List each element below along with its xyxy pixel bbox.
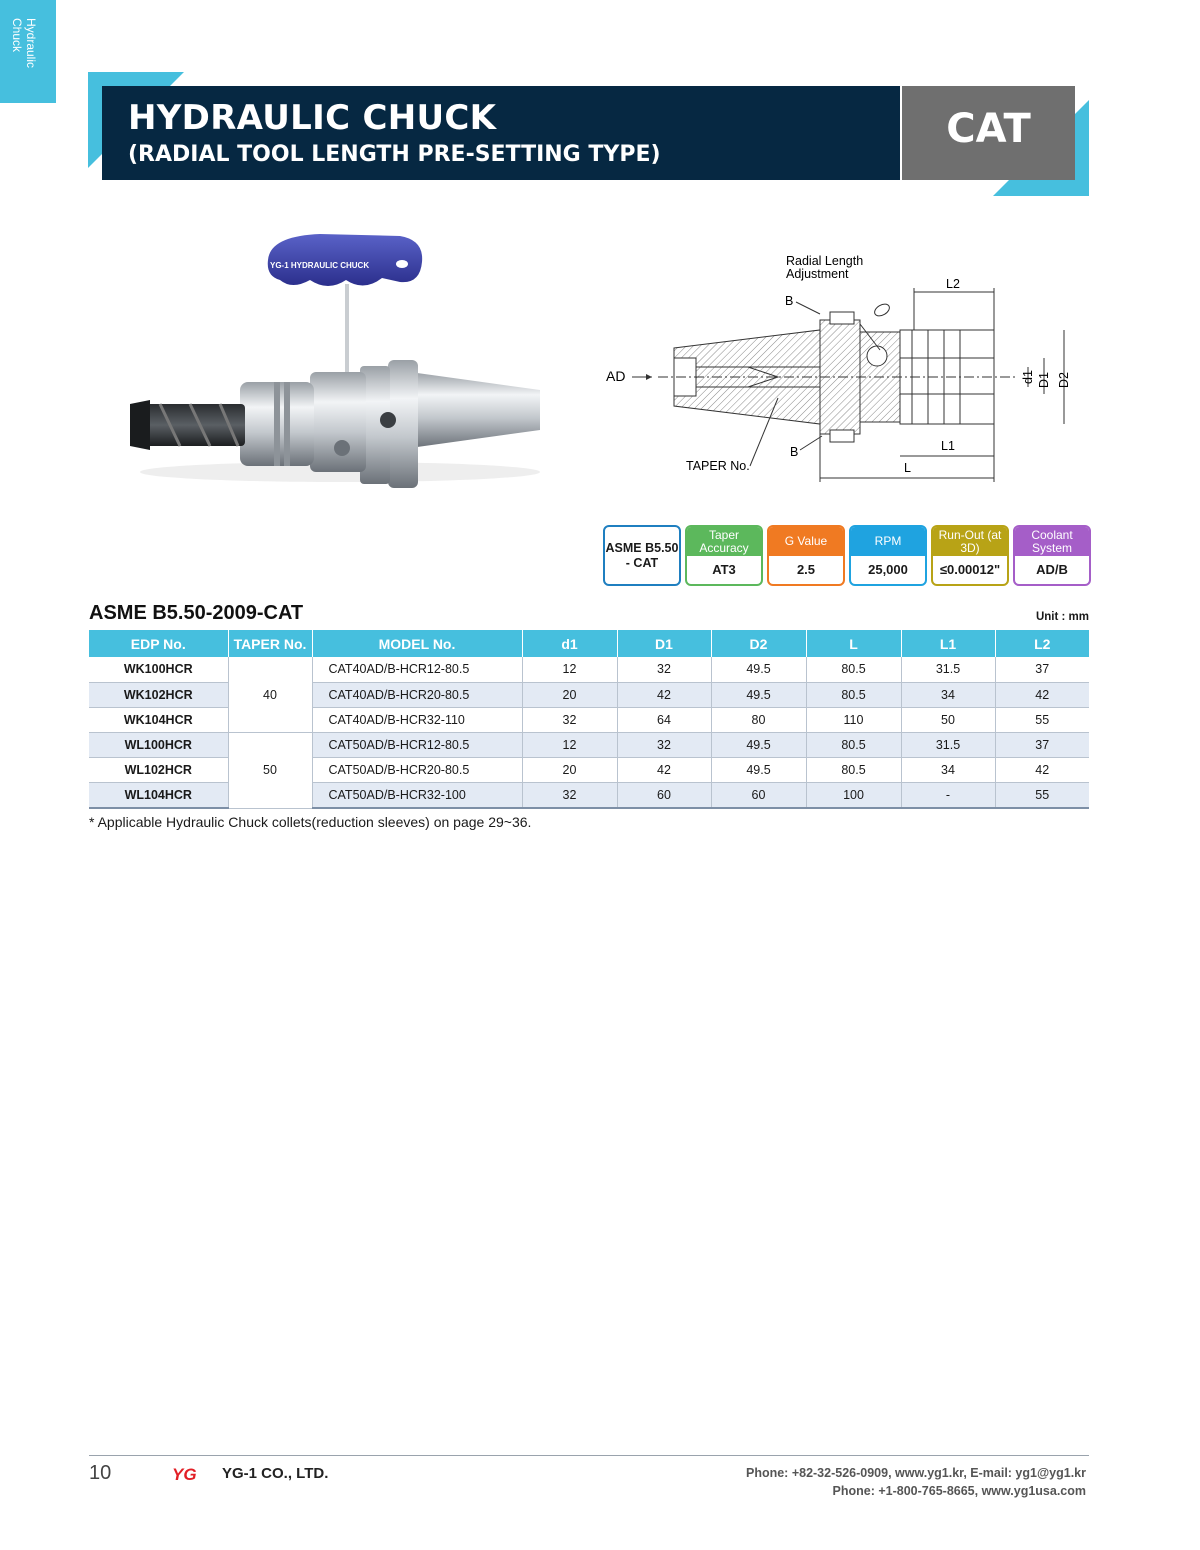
cell-L: 110: [806, 707, 901, 732]
cell-edp: WL100HCR: [89, 733, 228, 758]
spec-head: G Value: [769, 527, 843, 556]
col-header: D2: [711, 630, 806, 657]
category-badge: [902, 86, 1075, 180]
footnote: * Applicable Hydraulic Chuck collets(reduction sleeves) on page 29~36.: [89, 814, 532, 830]
spec-value: AD/B: [1036, 562, 1068, 577]
col-header: L1: [901, 630, 995, 657]
cell-d1: 20: [522, 682, 617, 707]
company-name: YG-1 CO., LTD.: [222, 1465, 329, 1482]
technical-diagram: [598, 250, 1088, 482]
radial-label-1: Radial Length: [786, 254, 864, 268]
cell-L2: 37: [995, 733, 1089, 758]
side-tab: [0, 0, 56, 103]
product-photo: [120, 222, 560, 502]
cell-D1: 60: [617, 783, 711, 808]
cell-taper: 50: [228, 733, 312, 809]
cell-L: 100: [806, 783, 901, 808]
handle-label: YG-1 HYDRAULIC CHUCK: [270, 261, 370, 270]
cell-edp: WK102HCR: [89, 682, 228, 707]
col-header: d1: [522, 630, 617, 657]
col-header: TAPER No.: [228, 630, 312, 657]
cell-L2: 37: [995, 657, 1089, 682]
cell-D1: 32: [617, 733, 711, 758]
col-header: L: [806, 630, 901, 657]
spec-head: Coolant System: [1015, 527, 1089, 556]
spec-head: RPM: [851, 527, 925, 556]
cell-edp: WL104HCR: [89, 783, 228, 808]
cell-L1: 50: [901, 707, 995, 732]
cell-L2: 55: [995, 783, 1089, 808]
d1-label: d1: [1021, 370, 1035, 384]
cell-D1: 42: [617, 682, 711, 707]
cell-D1: 32: [617, 657, 711, 682]
cell-D2: 49.5: [711, 657, 806, 682]
cell-d1: 32: [522, 783, 617, 808]
cell-D2: 49.5: [711, 758, 806, 783]
cell-d1: 12: [522, 733, 617, 758]
l1-label: L1: [941, 439, 955, 453]
b-bottom-label: B: [790, 445, 799, 459]
col-header: L2: [995, 630, 1089, 657]
spec-rpm: [849, 525, 927, 586]
hydraulic-chuck-illustration: [120, 222, 560, 502]
cell-d1: 20: [522, 758, 617, 783]
footer-divider: [89, 1455, 1089, 1456]
page-subtitle: (RADIAL TOOL LENGTH PRE-SETTING TYPE): [128, 142, 661, 167]
logo-mark: YG: [172, 1465, 197, 1484]
cell-taper: 40: [228, 657, 312, 733]
l2-label: L2: [946, 277, 960, 291]
cross-section-drawing: [598, 250, 1088, 482]
cell-D2: 49.5: [711, 733, 806, 758]
ad-label: AD: [606, 368, 626, 384]
page-title: HYDRAULIC CHUCK: [128, 98, 497, 138]
D2-label: D2: [1057, 372, 1071, 388]
cell-D2: 49.5: [711, 682, 806, 707]
cell-edp: WK100HCR: [89, 657, 228, 682]
cell-L1: -: [901, 783, 995, 808]
col-header: D1: [617, 630, 711, 657]
side-tab-label: Hydraulic Chuck: [10, 18, 38, 69]
contact-info: [746, 1464, 1086, 1500]
contact-line-1: Phone: +82-32-526-0909, www.yg1.kr, E-mail: yg1@yg1.kr: [745, 1466, 1086, 1480]
cell-L: 80.5: [806, 682, 901, 707]
cell-L1: 34: [901, 682, 995, 707]
col-header: EDP No.: [89, 630, 228, 657]
spec-value: AT3: [712, 562, 736, 577]
table-title: ASME B5.50-2009-CAT: [89, 602, 304, 624]
table-row: [89, 733, 1089, 758]
cell-L: 80.5: [806, 758, 901, 783]
col-header: MODEL No.: [312, 630, 522, 657]
cell-D1: 42: [617, 758, 711, 783]
cell-d1: 32: [522, 707, 617, 732]
radial-label-2: Adjustment: [786, 267, 849, 281]
cell-model: CAT50AD/B-HCR32-100: [312, 783, 522, 808]
spec-g-value: [767, 525, 845, 586]
l-label: L: [904, 461, 911, 475]
cell-L2: 55: [995, 707, 1089, 732]
table-header-row: [89, 630, 1089, 657]
cell-D2: 60: [711, 783, 806, 808]
standard-line-1: ASME B5.50: [605, 541, 679, 555]
cell-L2: 42: [995, 682, 1089, 707]
cell-d1: 12: [522, 657, 617, 682]
standard-line-2: - CAT: [625, 556, 659, 570]
cell-L1: 31.5: [901, 733, 995, 758]
cell-D1: 64: [617, 707, 711, 732]
spec-run-out: [931, 525, 1009, 586]
page-number: 10: [89, 1462, 112, 1484]
product-table: [89, 630, 1089, 809]
page-header: [88, 72, 1089, 196]
cell-L1: 34: [901, 758, 995, 783]
contact-line-2: Phone: +1-800-765-8665, www.yg1usa.com: [832, 1484, 1086, 1498]
cell-model: CAT50AD/B-HCR12-80.5: [312, 733, 522, 758]
cell-edp: WL102HCR: [89, 758, 228, 783]
cell-D2: 80: [711, 707, 806, 732]
taper-label: TAPER No.: [686, 459, 750, 473]
D1-label: D1: [1037, 372, 1051, 388]
title-box: [102, 86, 900, 180]
spec-value: 2.5: [796, 562, 816, 577]
cell-model: CAT40AD/B-HCR32-110: [312, 707, 522, 732]
spec-head: Run-Out (at 3D): [933, 527, 1007, 556]
cell-L1: 31.5: [901, 657, 995, 682]
cell-L: 80.5: [806, 733, 901, 758]
spec-boxes: [603, 525, 1089, 586]
standard-box: [603, 525, 681, 586]
cell-model: CAT50AD/B-HCR20-80.5: [312, 758, 522, 783]
cell-L2: 42: [995, 758, 1089, 783]
cell-model: CAT40AD/B-HCR12-80.5: [312, 657, 522, 682]
table-row: [89, 657, 1089, 682]
spec-coolant-system: [1013, 525, 1091, 586]
cell-edp: WK104HCR: [89, 707, 228, 732]
spec-head: Taper Accuracy: [687, 527, 761, 556]
cell-L: 80.5: [806, 657, 901, 682]
unit-label: Unit : mm: [1035, 611, 1089, 623]
spec-taper-accuracy: [685, 525, 763, 586]
category-badge-text: CAT: [946, 106, 1031, 152]
b-top-label: B: [785, 294, 794, 308]
spec-value: ≤0.00012": [939, 562, 1001, 577]
cell-model: CAT40AD/B-HCR20-80.5: [312, 682, 522, 707]
spec-value: 25,000: [868, 562, 908, 577]
